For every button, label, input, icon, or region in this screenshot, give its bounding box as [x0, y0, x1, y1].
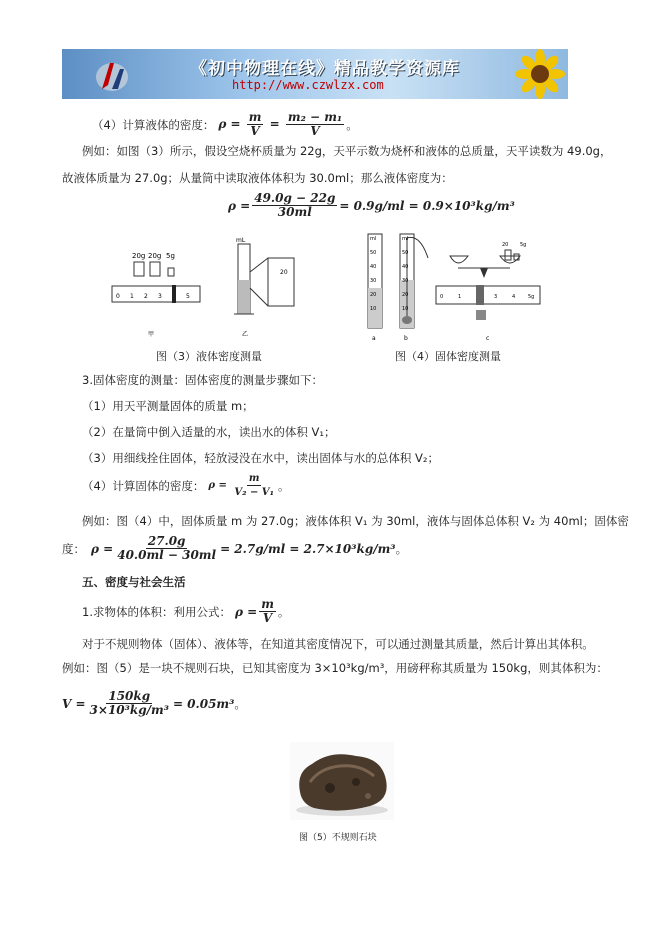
solid-step4-prefix: （4）计算固体的密度： [82, 478, 205, 493]
fraction [115, 535, 218, 562]
formula-rhs: = 0.9g/ml = 0.9×10³kg/m³ [339, 198, 515, 213]
solid-density-formula [208, 472, 278, 499]
sub-figure-label: b [404, 335, 408, 342]
scale-tick-label: 0 [116, 293, 120, 300]
solid-step1: （1）用天平测量固体的质量 m； [82, 399, 254, 413]
fraction-numerator: m [261, 597, 274, 611]
rock-image [290, 742, 394, 820]
scale-tick-label: 1 [458, 294, 462, 300]
banner-title: 《初中物理在线》精品教学资源库 [190, 59, 460, 79]
fraction [286, 111, 344, 138]
volume-formula [62, 690, 246, 717]
magnifier-label: 20 [280, 269, 288, 276]
cylinder-label: 10 [370, 306, 377, 312]
cylinder-label: 30 [402, 278, 409, 284]
fraction [252, 192, 337, 219]
society-item1-prefix: 1.求物体的体积：利用公式： [82, 604, 231, 619]
punctuation: 。 [277, 604, 290, 619]
formula-equals: = [269, 117, 280, 131]
fraction-denominator: V₂ − V₁ [234, 487, 274, 498]
fraction-denominator: 3×10³kg/m³ [89, 703, 169, 717]
sunflower-icon [498, 49, 568, 99]
sub-figure-label: a [372, 335, 376, 342]
fraction-numerator: m [248, 110, 262, 124]
fraction-numerator: 150kg [108, 689, 151, 703]
sub-figure-label: 乙 [242, 331, 249, 338]
society-item1 [82, 598, 289, 625]
scale-tick-label: 3 [158, 293, 162, 300]
weight-label: 5g [520, 242, 527, 248]
scale-tick-label: 3 [494, 294, 498, 300]
cylinder-label: ml [370, 236, 377, 242]
formula-rhs: = 0.05m³ [172, 696, 235, 711]
fraction-numerator: 27.0g [147, 534, 186, 548]
rider-icon [476, 285, 484, 305]
cylinder-label: 40 [402, 264, 409, 270]
society-para-line1: 对于不规则物体（固体）、液体等，在知道其密度情况下，可以通过测量其质量，然后计算出其体积。 [82, 637, 594, 651]
punctuation: 。 [395, 541, 408, 556]
cylinder-label: 20 [370, 292, 377, 298]
liquid-step4-prefix: （4）计算液体的密度： [92, 117, 215, 132]
cylinder-label: 50 [370, 250, 377, 256]
solid-example-prefix: 度： [62, 541, 85, 556]
fraction [232, 472, 276, 499]
fig3-weight-label: 20g [148, 252, 162, 260]
fraction-denominator: V [310, 124, 320, 138]
punctuation: 。 [234, 696, 246, 711]
figure4-caption: 图（4）固体密度测量 [395, 350, 501, 363]
society-para-line2: 例如：图（5）是一块不规则石块，已知其密度为 3×10³kg/m³，用磅秤称其质量为 150kg，则其体积为： [62, 661, 608, 675]
formula-lhs: ρ = [218, 117, 241, 131]
sub-figure-label: c [486, 335, 490, 342]
punctuation: 。 [277, 478, 290, 493]
cylinder-label: 10 [402, 306, 409, 312]
scale-tick-label: 2 [144, 293, 148, 300]
cylinder-unit-label: mL [236, 237, 246, 244]
weights-icon [134, 262, 174, 276]
banner-url: http://www.czwlzx.com [232, 78, 384, 92]
balance-icon [450, 250, 520, 278]
formula-lhs: V = [62, 696, 86, 711]
society-heading: 五、密度与社会生活 [82, 575, 186, 589]
sub-figure-label: 甲 [148, 331, 155, 338]
solid-step3: （3）用细线拴住固体，轻放浸没在水中，读出固体与水的总体积 V₂； [82, 451, 439, 465]
scale-tick-label: 0 [440, 294, 444, 300]
fraction [259, 598, 276, 625]
liquid-density-formula [218, 111, 346, 138]
solid-example-line2 [62, 535, 407, 562]
fig3-weight-label: 5g [166, 252, 175, 260]
fraction-denominator: V [262, 611, 273, 625]
solid-step2: （2）在量筒中倒入适量的水，读出水的体积 V₁； [82, 425, 336, 439]
logo-icon [92, 55, 132, 95]
rider-icon [172, 285, 176, 303]
liquid-big-formula [228, 192, 515, 219]
magnifier-inset [268, 258, 294, 306]
formula-rhs: = 2.7g/ml = 2.7×10³kg/m³ [220, 541, 396, 556]
scale-tick-label: 5g [528, 294, 535, 300]
fraction-denominator: V [250, 124, 260, 138]
scale-tick-label: 4 [512, 294, 516, 300]
formula-lhs: ρ = [234, 604, 258, 619]
punctuation: 。 [346, 117, 358, 132]
cylinder-label: 40 [370, 264, 377, 270]
fraction-numerator: m [248, 473, 260, 484]
figure5-caption: 图（5）不规则石块 [299, 833, 377, 843]
weight-label: 20 [502, 242, 509, 248]
fraction-denominator: 30ml [277, 205, 312, 219]
formula-lhs: ρ = [228, 198, 251, 213]
liquid-example-line2: 故液体质量为 27.0g；从量筒中读取液体体积为 30.0ml；那么液体密度为： [62, 171, 453, 185]
figure4-illustration [360, 228, 545, 344]
fraction [88, 690, 171, 717]
cylinder-label: 50 [402, 250, 409, 256]
scale-tick-label: 5 [186, 293, 190, 300]
fraction-numerator: 49.0g − 22g [254, 191, 336, 205]
cylinder-label: 30 [370, 278, 377, 284]
graduated-cylinder-icon [234, 244, 254, 314]
fraction [247, 111, 264, 138]
fraction-numerator: m₂ − m₁ [287, 110, 343, 124]
formula-lhs: ρ = [208, 480, 227, 491]
solid-step4 [82, 472, 289, 499]
cylinder-label: ml [402, 236, 409, 242]
solid-title: 3.固体密度的测量：固体密度的测量步骤如下： [82, 373, 323, 387]
fig3-weight-label: 20g [132, 252, 146, 260]
scale-tick-label: 1 [130, 293, 134, 300]
liquid-example-line1: 例如：如图（3）所示，假设空烧杯质量为 22g，天平示数为烧杯和液体的总质量，天平读数为 49.0g， [82, 144, 612, 158]
liquid-step4 [92, 111, 358, 138]
figure3-caption: 图（3）液体密度测量 [156, 350, 262, 363]
balance-scale-bar [436, 286, 540, 304]
formula-lhs: ρ = [91, 541, 114, 556]
fraction-denominator: 40.0ml − 30ml [117, 548, 217, 562]
cylinder-label: 20 [402, 292, 409, 298]
header-banner [62, 49, 568, 99]
rider-icon [476, 310, 486, 320]
solid-example-line1: 例如：图（4）中，固体质量 m 为 27.0g；液体体积 V₁ 为 30ml，液体与固体总体积 V₂ 为 40ml；固体密 [82, 514, 629, 528]
figure3-illustration [108, 232, 308, 344]
